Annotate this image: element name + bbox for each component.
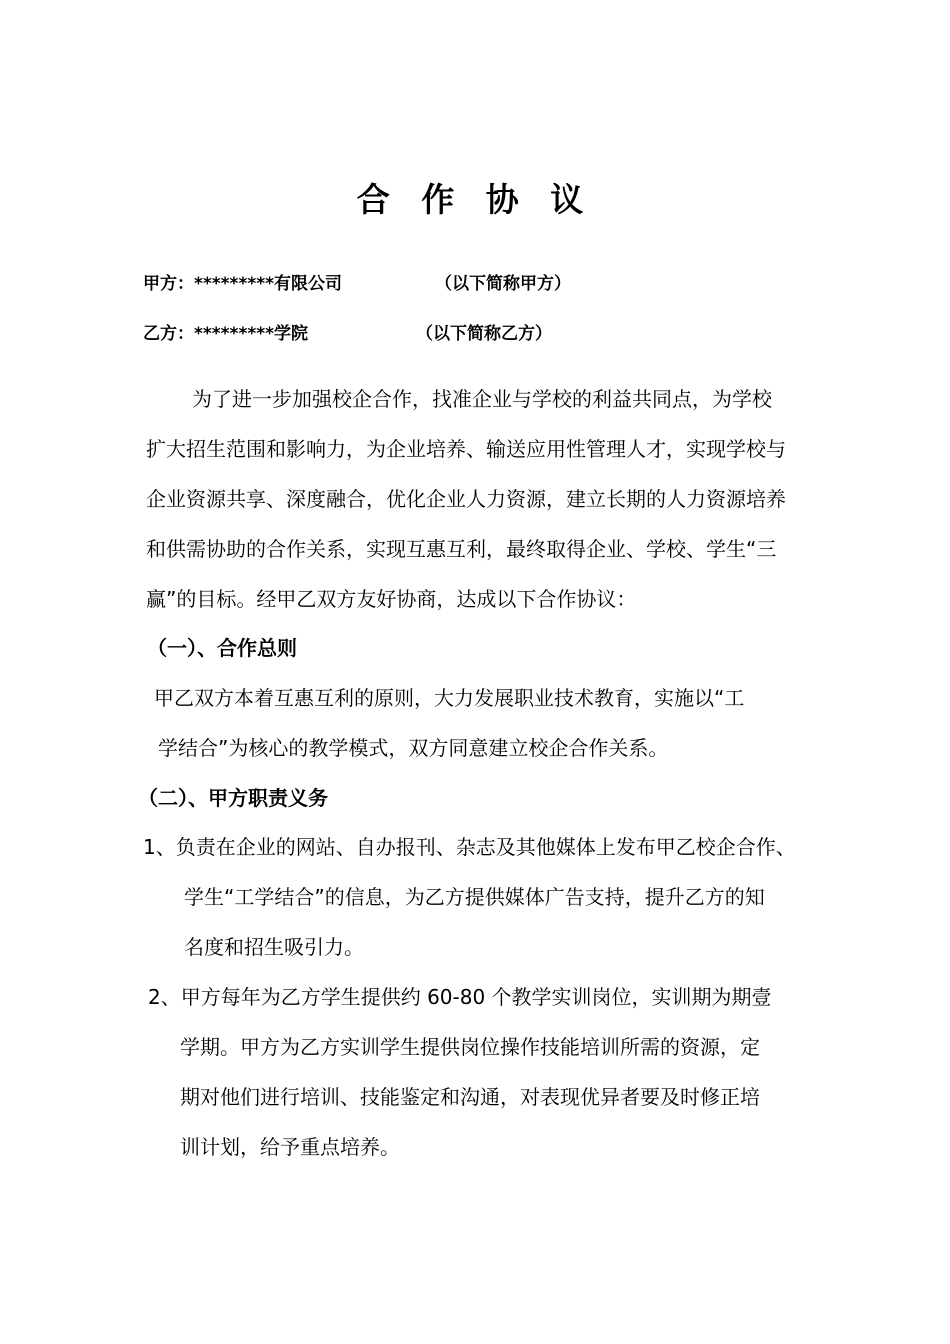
list-item-line: 2、甲方每年为乙方学生提供约 60-80 个教学实训岗位，实训期为期壹 xyxy=(148,985,772,1009)
paragraph-line: 为了进一步加强校企合作，找准企业与学校的利益共同点，为学校 xyxy=(192,387,772,411)
section-heading-party-a-duties: （二）、甲方职责义务 xyxy=(138,786,328,810)
party-a xyxy=(143,271,571,297)
list-item-line: 期对他们进行培训、技能鉴定和沟通，对表现优异者要及时修正培 xyxy=(180,1085,760,1109)
general-principles-paragraph xyxy=(154,673,744,773)
list-item-line: 1、负责在企业的网站、自办报刊、杂志及其他媒体上发布甲乙校企合作、 xyxy=(143,835,796,859)
paragraph-line: 学结合”为核心的教学模式，双方同意建立校企合作关系。 xyxy=(158,736,669,760)
intro-paragraph xyxy=(146,374,786,624)
document-title: 合 作 协 议 xyxy=(356,180,594,219)
list-item-line: 学生“工学结合”的信息，为乙方提供媒体广告支持，提升乙方的知 xyxy=(184,885,765,909)
paragraph-line: 企业资源共享、深度融合，优化企业人力资源，建立长期的人力资源培养 xyxy=(146,487,786,511)
list-item-line: 名度和招生吸引力。 xyxy=(184,935,364,959)
duty-item-1 xyxy=(143,822,796,972)
duty-item-2 xyxy=(148,972,772,1172)
list-item-line: 训计划，给予重点培养。 xyxy=(180,1135,400,1159)
section-heading-general: （一）、合作总则 xyxy=(147,636,297,660)
party-b-name: 乙方：*********学院 xyxy=(143,324,309,344)
party-b xyxy=(143,321,552,347)
party-b-alias: （以下简称乙方） xyxy=(416,324,552,344)
party-a-alias: （以下简称甲方） xyxy=(435,274,571,294)
paragraph-line: 和供需协助的合作关系，实现互惠互利，最终取得企业、学校、学生“三 xyxy=(146,537,777,561)
paragraph-line: 甲乙双方本着互惠互利的原则，大力发展职业技术教育，实施以“工 xyxy=(154,686,745,710)
paragraph-line: 赢”的目标。经甲乙双方友好协商，达成以下合作协议： xyxy=(146,587,637,611)
list-item-line: 学期。甲方为乙方实训学生提供岗位操作技能培训所需的资源，定 xyxy=(180,1035,760,1059)
paragraph-line: 扩大招生范围和影响力，为企业培养、输送应用性管理人才，实现学校与 xyxy=(146,437,786,461)
party-a-name: 甲方：*********有限公司 xyxy=(143,274,343,294)
